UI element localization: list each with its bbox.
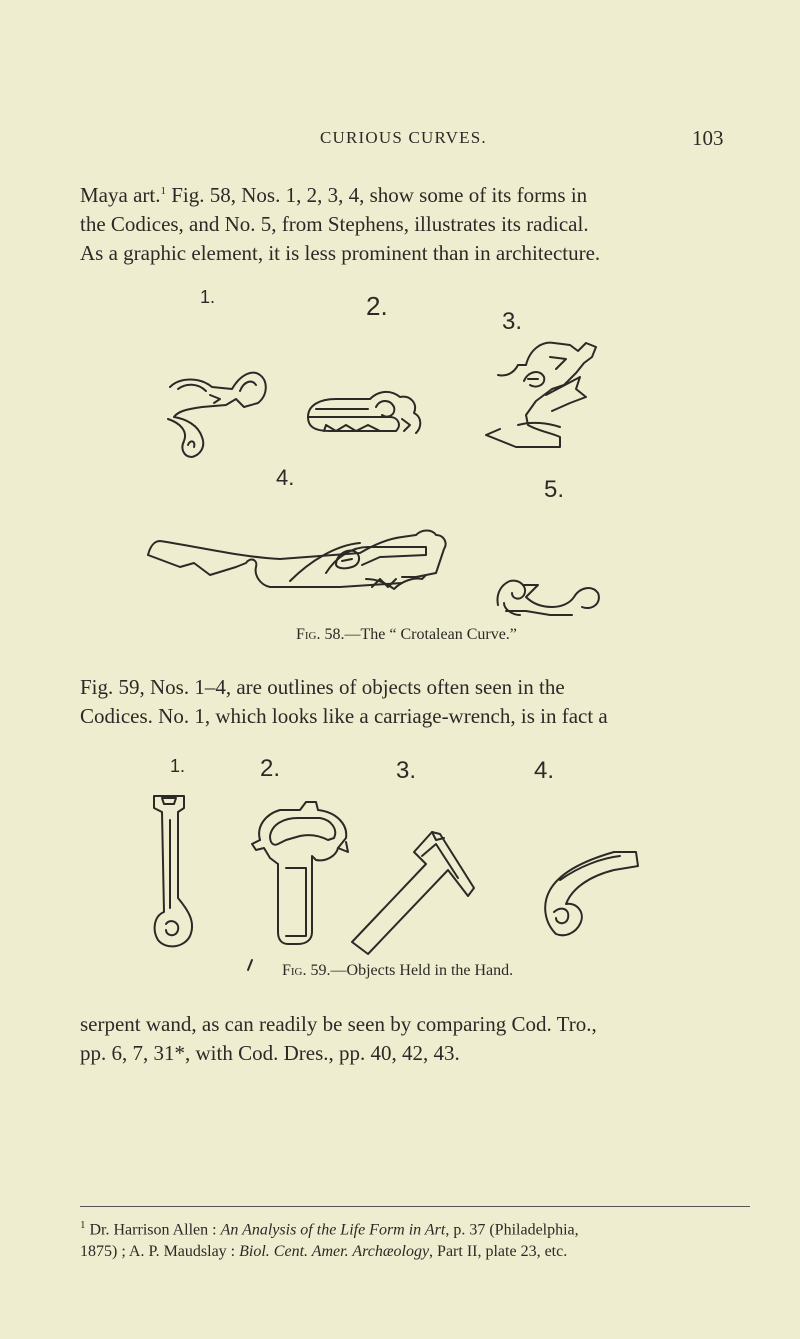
paragraph-1-line-3: As a graphic element, it is less prominent than in architecture. [80,241,601,265]
page-number: 103 [692,126,724,150]
fig59-label-1: 1. [170,756,186,776]
fig58-glyph-2 [308,392,420,433]
paragraph-1 [80,177,730,268]
paragraph-3-line-1: serpent wand, as can readily be seen by comparing Cod. Tro., [80,1012,597,1036]
fig59-label-2: 2. [260,755,281,782]
paragraph-3 [80,1010,730,1068]
running-title: CURIOUS CURVES. [320,128,487,147]
figure-59-caption: Fig. 59.—Objects Held in the Hand. [282,962,514,979]
fig58-glyph-4 [148,531,446,590]
fig58-glyph-1 [168,373,266,457]
fig58-label-2: 2. [366,291,388,321]
page-header [0,128,800,158]
fig59-object-3 [352,832,474,954]
paragraph-1-line-1: Maya art.$^1$ Fig. 58, Nos. 1, 2, 3, 4, show some of its forms in [80,183,588,207]
paragraph-1-line-2: the Codices, and No. 5, from Stephens, illustrates its radical. [80,212,589,236]
footnote-marker: 1 [80,1219,86,1231]
fig58-label-4: 4. [276,465,295,490]
fig58-label-1: 1. [200,287,216,307]
fig59-object-2 [248,802,348,970]
paragraph-2 [80,673,730,731]
paragraph-2-line-1: Fig. 59, Nos. 1–4, are outlines of objects often seen in the [80,675,565,699]
footnote-reference: 1 [160,185,166,197]
footnote-line-1: $^1$ Dr. Harrison Allen : An Analysis of the Life Form in Art, p. 37 (Philadelphia, [80,1219,579,1239]
paragraph-2-line-2: Codices. No. 1, which looks like a carriage-wrench, is in fact a [80,704,608,728]
paragraph-3-line-2: pp. 6, 7, 31*, with Cod. Dres., pp. 40, 42, 43. [80,1041,460,1065]
footnote-line-2: 1875) ; A. P. Maudslay : Biol. Cent. Amer. Archæology, Part II, plate 23, etc. [80,1243,568,1261]
fig59-label-3: 3. [396,757,417,784]
fig58-glyph-5 [498,581,599,615]
footnote-title-1: An Analysis of the Life Form in Art [220,1221,446,1239]
fig59-object-4 [545,852,638,935]
footnote-title-2: Biol. Cent. Amer. Archæology [239,1243,430,1261]
figure-59 [140,752,660,972]
figure-58-caption: Fig. 58.—The “ Crotalean Curve.” [296,626,517,643]
footnote-rule [80,1206,750,1207]
fig58-label-3: 3. [502,308,523,335]
figure-58 [140,285,660,635]
fig58-label-5: 5. [544,476,565,503]
fig59-object-1 [154,796,192,946]
fig59-label-4: 4. [534,757,555,784]
fig58-glyph-3 [486,343,596,447]
footnote [80,1214,760,1263]
